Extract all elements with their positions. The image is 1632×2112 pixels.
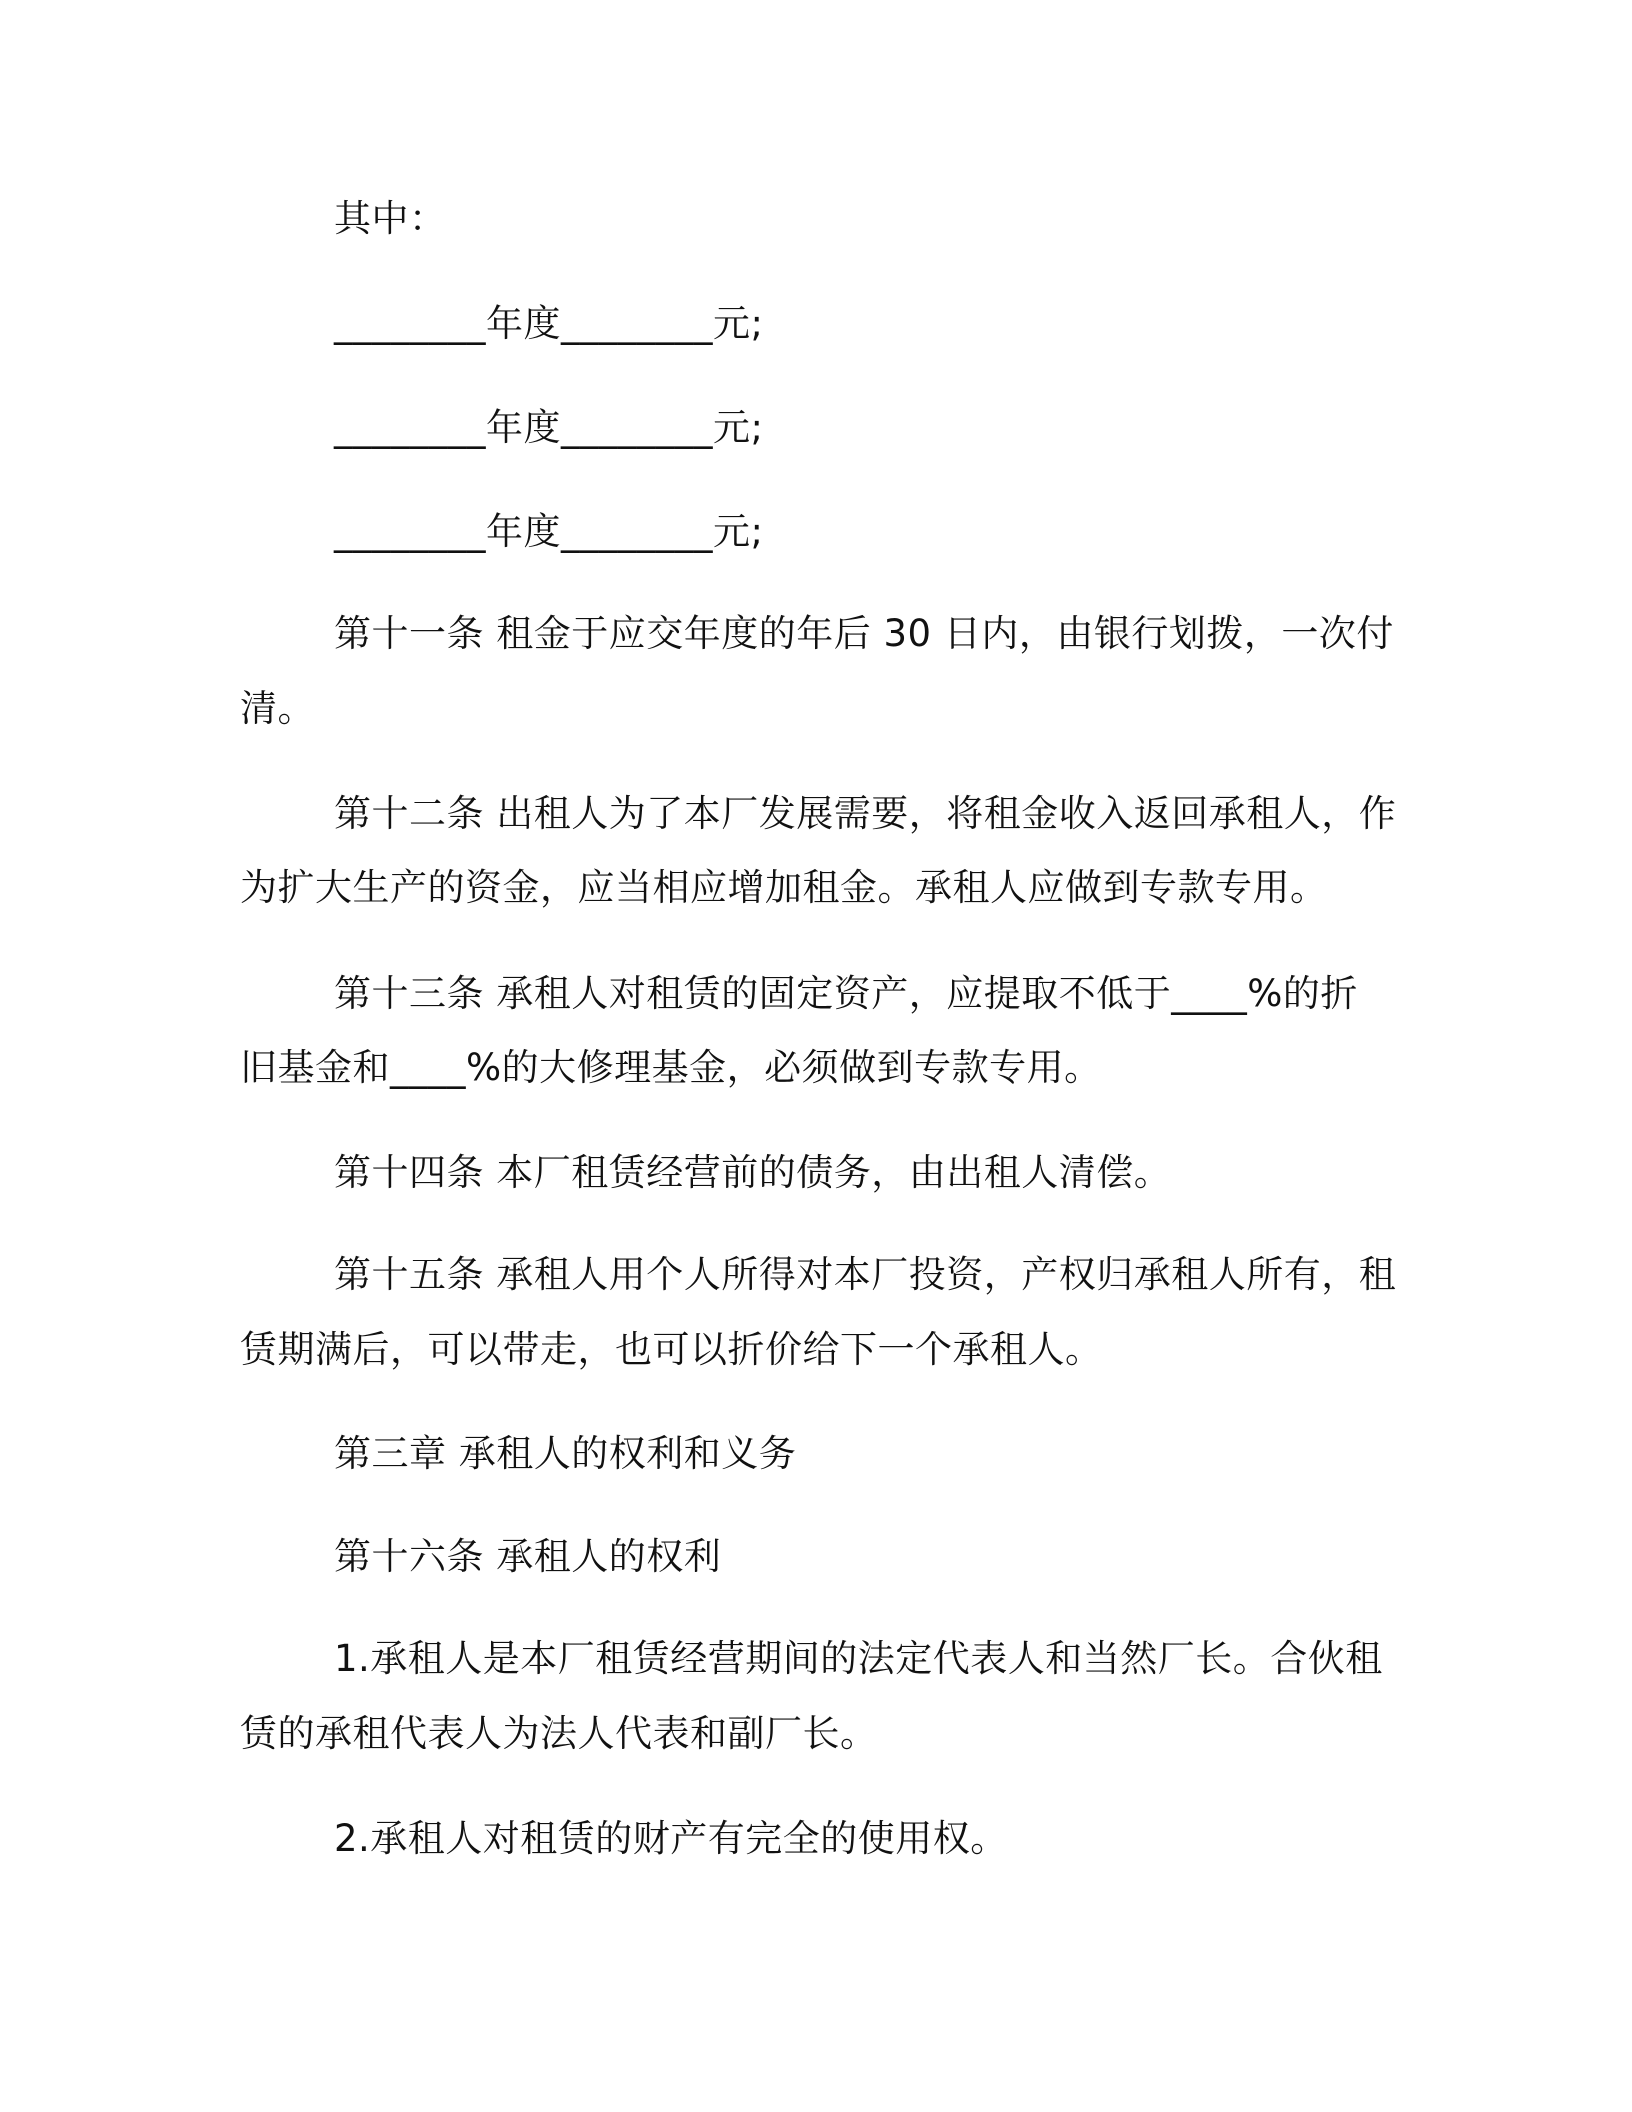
article-16-heading: 第十六条 承租人的权利 xyxy=(334,1535,722,1578)
article-11-line-1: 第十一条 租金于应交年度的年后 30 日内，由银行划拨，一次付 xyxy=(334,612,1394,655)
blank-line-annual-rent: ________年度________元; xyxy=(334,302,764,345)
article-14-line: 第十四条 本厂租赁经营前的债务，由出租人清偿。 xyxy=(334,1151,1172,1194)
article-11-line-2: 清。 xyxy=(240,687,315,730)
article-16-item-1-line-2: 赁的承租代表人为法人代表和副厂长。 xyxy=(240,1712,878,1755)
article-13-line-1: 第十三条 承租人对租赁的固定资产，应提取不低于____%的折 xyxy=(334,972,1358,1015)
blank-line-annual-rent: ________年度________元; xyxy=(334,406,764,449)
article-12-line-2: 为扩大生产的资金，应当相应增加租金。承租人应做到专款专用。 xyxy=(240,866,1328,909)
article-15-line-2: 赁期满后，可以带走，也可以折价给下一个承租人。 xyxy=(240,1328,1103,1371)
article-15-line-1: 第十五条 承租人用个人所得对本厂投资，产权归承租人所有，租 xyxy=(334,1253,1397,1296)
text-line: 其中： xyxy=(334,197,447,240)
article-16-item-1-line-1: 1.承租人是本厂租赁经营期间的法定代表人和当然厂长。合伙租 xyxy=(334,1637,1383,1680)
article-16-item-2-line: 2.承租人对租赁的财产有完全的使用权。 xyxy=(334,1817,1008,1860)
chapter-3-heading: 第三章 承租人的权利和义务 xyxy=(334,1432,797,1475)
article-13-line-2: 旧基金和____%的大修理基金，必须做到专款专用。 xyxy=(240,1046,1102,1089)
blank-line-annual-rent: ________年度________元; xyxy=(334,510,764,553)
article-12-line-1: 第十二条 出租人为了本厂发展需要，将租金收入返回承租人，作 xyxy=(334,792,1397,835)
